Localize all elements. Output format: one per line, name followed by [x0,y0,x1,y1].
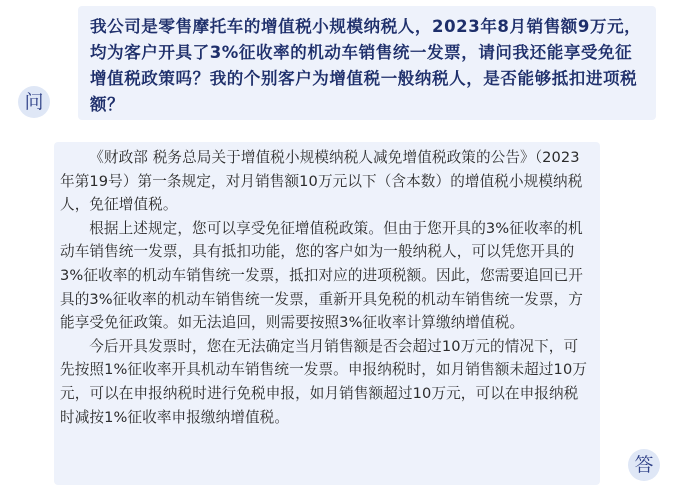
answer-paragraph-2: 根据上述规定，您可以享受免征增值税政策。但由于您开具的3%征收率的机动车销售统一发票，具有抵扣功能，您的客户如为一般纳税人，可以凭您开具的3%征收率的机动车销售统一发票，抵扣对应的进项税额。因此，您需要追回已开具的3%征收率的机动车销售统一发票，重新开具免税的机动车销售统一发票，方能享受免征政策。如无法追回，则需要按照3%征收率计算缴纳增值税。 [60,219,583,332]
answer-paragraph-3: 今后开具发票时，您在无法确定当月销售额是否会超过10万元的情况下，可先按照1%征收率开具机动车销售统一发票。申报纳税时，如月销售额未超过10万元，可以在申报纳税时进行免税申报，如月销售额超过10万元，可以在申报纳税时减按1%征收率申报缴纳增值税。 [60,337,588,426]
answer-bubble [54,142,600,485]
question-bubble [78,6,656,120]
question-text: 我公司是零售摩托车的增值税小规模纳税人，2023年8月销售额9万元，均为客户开具了3%征收率的机动车销售统一发票，请问我还能享受免征增值税政策吗？我的个别客户为增值税一般纳税人，是否能够抵扣进项税额？ [90,17,642,114]
question-badge: 问 [18,86,50,118]
answer-badge: 答 [628,449,660,481]
answer-paragraph-1: 《财政部 税务总局关于增值税小规模纳税人减免增值税政策的公告》（2023年第19号）第一条规定，对月销售额10万元以下（含本数）的增值税小规模纳税人，免征增值税。 [60,149,583,214]
